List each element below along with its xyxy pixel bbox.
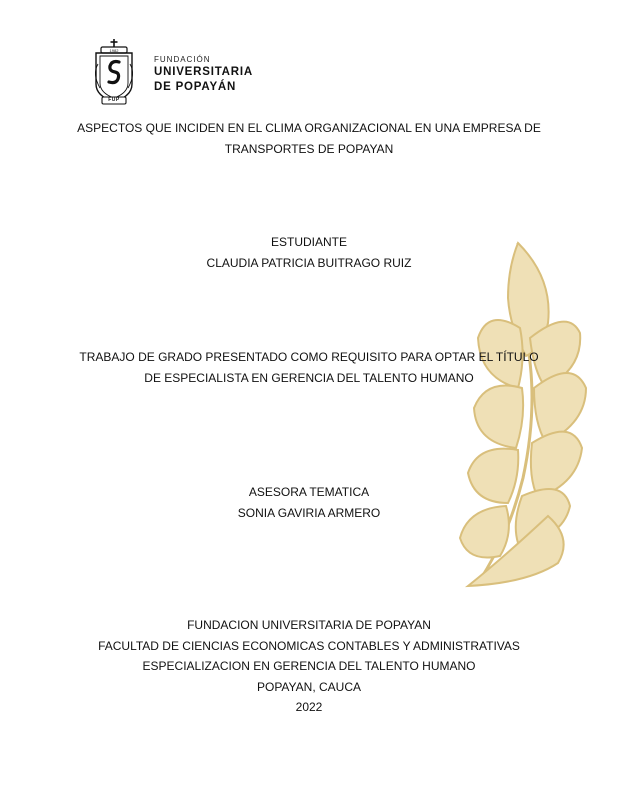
advisor-name: SONIA GAVIRIA ARMERO [237, 505, 381, 520]
student-section [0, 232, 618, 273]
title-line-1: ASPECTOS QUE INCIDEN EN EL CLIMA ORGANIZACIONAL EN UNA EMPRESA DE [77, 121, 541, 135]
purpose-line-2: DE ESPECIALISTA EN GERENCIA DEL TALENTO HUMANO [144, 370, 474, 385]
purpose-statement [0, 347, 618, 388]
institution-section [0, 615, 618, 718]
logo-badge: FUP [108, 97, 120, 103]
program-name: ESPECIALIZACION EN GERENCIA DEL TALENTO HUMANO [142, 659, 476, 673]
student-name: CLAUDIA PATRICIA BUITRAGO RUIZ [206, 255, 412, 270]
purpose-line-1: TRABAJO DE GRADO PRESENTADO COMO REQUISITO PARA OPTAR EL TÍTULO [79, 350, 539, 364]
city: POPAYAN, CAUCA [256, 679, 362, 694]
logo-line-popayan: DE POPAYÁN [154, 80, 237, 93]
university-shield-icon [88, 38, 140, 106]
year: 2022 [295, 700, 323, 714]
logo-line-universitaria: UNIVERSITARIA [154, 66, 253, 78]
student-label: ESTUDIANTE [270, 235, 347, 249]
advisor-section [0, 482, 618, 523]
svg-text:1982: 1982 [109, 48, 119, 53]
golden-leaf-branch-icon [448, 238, 588, 598]
title-line-2: TRANSPORTES DE POPAYAN [224, 141, 394, 156]
institution-name: FUNDACION UNIVERSITARIA DE POPAYAN [187, 618, 431, 632]
faculty-name: FACULTAD DE CIENCIAS ECONOMICAS CONTABLES Y ADMINISTRATIVAS [98, 638, 520, 653]
logo-line-fundacion: FUNDACIÓN [154, 55, 211, 64]
thesis-title [0, 118, 618, 159]
advisor-label: ASESORA TEMATICA [248, 485, 370, 499]
university-logo [88, 38, 253, 108]
logo-wordmark [154, 56, 253, 93]
